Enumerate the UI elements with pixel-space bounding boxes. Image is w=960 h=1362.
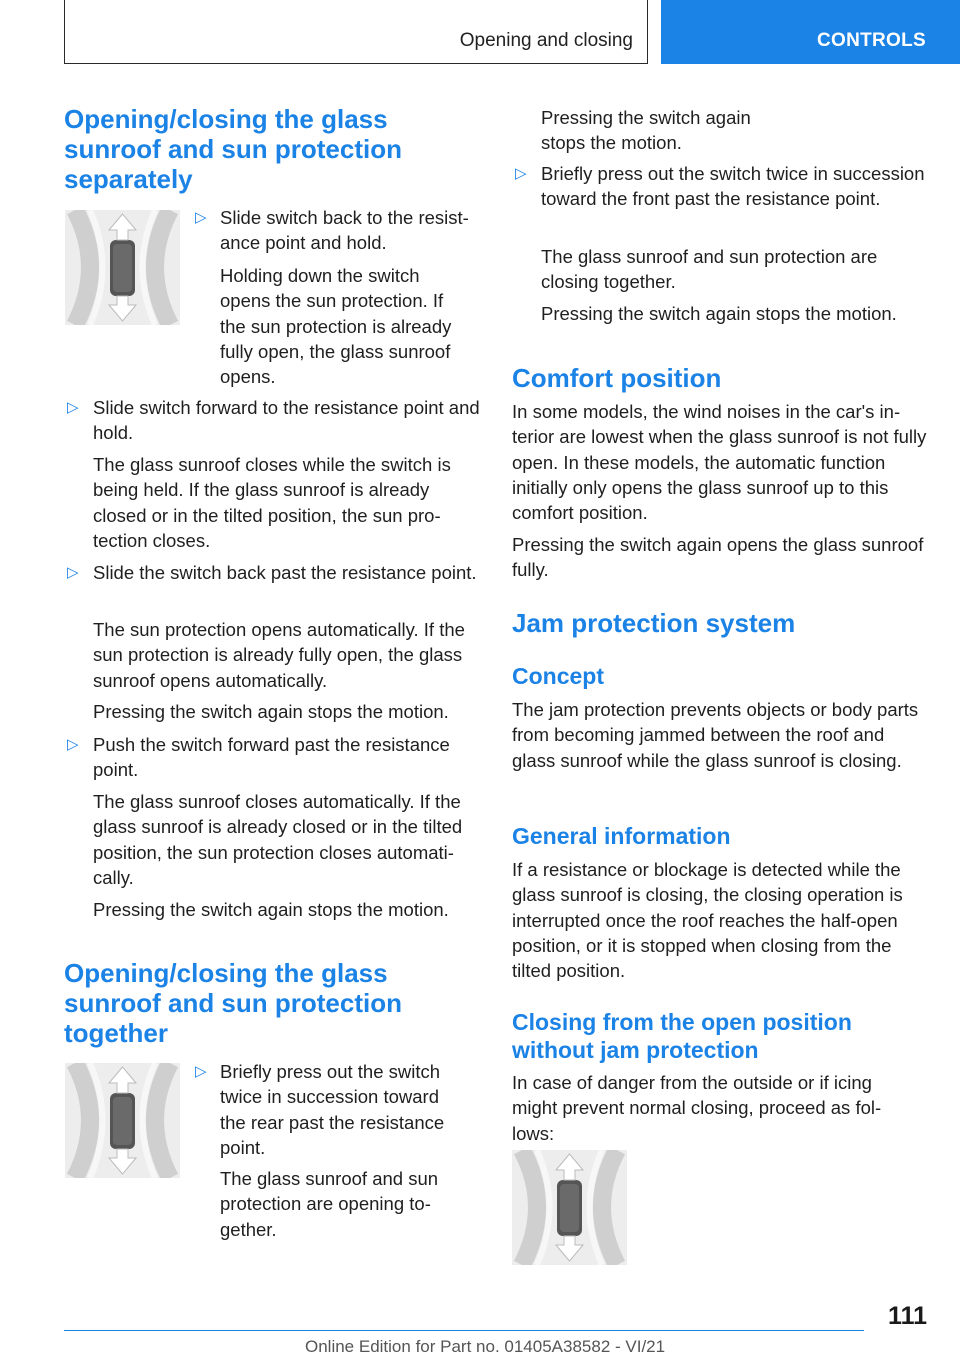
item-4-stop: Pressing the switch again stops the motion.: [93, 899, 449, 920]
bullet-icon: ▷: [67, 564, 79, 581]
sunroof-switch-icon: [65, 210, 180, 325]
heading-concept: Concept: [512, 663, 604, 689]
page-number: 111: [888, 1302, 927, 1330]
concept-paragraph: The jam protection prevents objects or body parts from becoming jammed between the roof and glass sunroof while the glass sunroof is closing.: [512, 699, 919, 771]
item-5-stop: Pressing the switch again stops the motion.: [541, 107, 751, 154]
item-1-detail: Holding down the switch opens the sun protection. If the sun protection is already fully open, the glass sunroof opens.: [220, 265, 452, 388]
item-4-text: Push the switch forward past the resistance point.: [93, 734, 450, 781]
heading-general-information: General information: [512, 823, 731, 849]
sunroof-switch-icon: [512, 1150, 627, 1265]
sunroof-switch-icon: [65, 1063, 180, 1178]
bullet-icon: ▷: [515, 165, 527, 182]
header-chapter-tab: [661, 0, 960, 64]
item-6-text: Briefly press out the switch twice in succession toward the front past the resistance point.: [541, 163, 925, 210]
item-2-text: Slide switch forward to the resistance point and hold.: [93, 397, 480, 444]
item-6-stop: Pressing the switch again stops the motion.: [541, 303, 897, 324]
item-2-detail: The glass sunroof closes while the switch is being held. If the glass sunroof is already closed or in the tilted position, the sun protection closes.: [93, 454, 451, 551]
item-3-detail: The sun protection opens automatically. If the sun protection is already fully open, the glass sunroof opens automatically.: [93, 619, 465, 691]
heading-separately: Opening/closing the glass sunroof and sun protection separately: [64, 104, 402, 194]
heading-comfort-position: Comfort position: [512, 363, 722, 393]
switch-illustration-2: [65, 1063, 180, 1178]
chapter-title: CONTROLS: [816, 30, 926, 51]
switch-illustration-1: [65, 210, 180, 325]
item-1-text: Slide switch back to the resistance point and hold.: [220, 207, 469, 254]
header-section-box: [64, 0, 648, 64]
item-3-text: Slide the switch back past the resistance point.: [93, 562, 477, 583]
bullet-icon: ▷: [195, 209, 207, 226]
heading-jam-protection: Jam protection system: [512, 608, 796, 638]
bullet-icon: ▷: [195, 1063, 207, 1080]
comfort-paragraph-2: Pressing the switch again opens the glass sunroof fully.: [512, 534, 924, 581]
item-5-text: Briefly press out the switch twice in succession toward the rear past the resistance point.: [220, 1061, 445, 1158]
bullet-icon: ▷: [67, 736, 79, 753]
item-5-detail: The glass sunroof and sun protection are opening together.: [220, 1168, 439, 1240]
closing-paragraph: In case of danger from the outside or if icing might prevent normal closing, proceed as follows:: [512, 1072, 882, 1144]
heading-closing-without-jam-protection: Closing from the open position without jam protection: [512, 1009, 852, 1063]
item-3-stop: Pressing the switch again stops the motion.: [93, 701, 449, 722]
switch-illustration-3: [512, 1150, 627, 1265]
footer-edition: Online Edition for Part no. 01405A38582 - VI/21: [305, 1337, 666, 1356]
item-6-detail: The glass sunroof and sun protection are closing together.: [541, 246, 878, 293]
bullet-icon: ▷: [67, 399, 79, 416]
item-4-detail: The glass sunroof closes automatically. If the glass sunroof is already closed or in the tilted position, the sun protection closes automatically.: [93, 791, 463, 888]
section-title: Opening and closing: [459, 30, 633, 51]
general-paragraph: If a resistance or blockage is detected while the glass sunroof is closing, the closing operation is interrupted once the roof reaches the half-open position, or it is stopped when closing from the tilted position.: [512, 859, 903, 982]
heading-together: Opening/closing the glass sunroof and sun protection together: [64, 958, 402, 1048]
footer-divider: [64, 1330, 864, 1331]
comfort-paragraph-1: In some models, the wind noises in the car's interior are lowest when the glass sunroof is not fully open. In these models, the automatic function initially only opens the glass sunroof up to this comfort position.: [512, 401, 927, 524]
